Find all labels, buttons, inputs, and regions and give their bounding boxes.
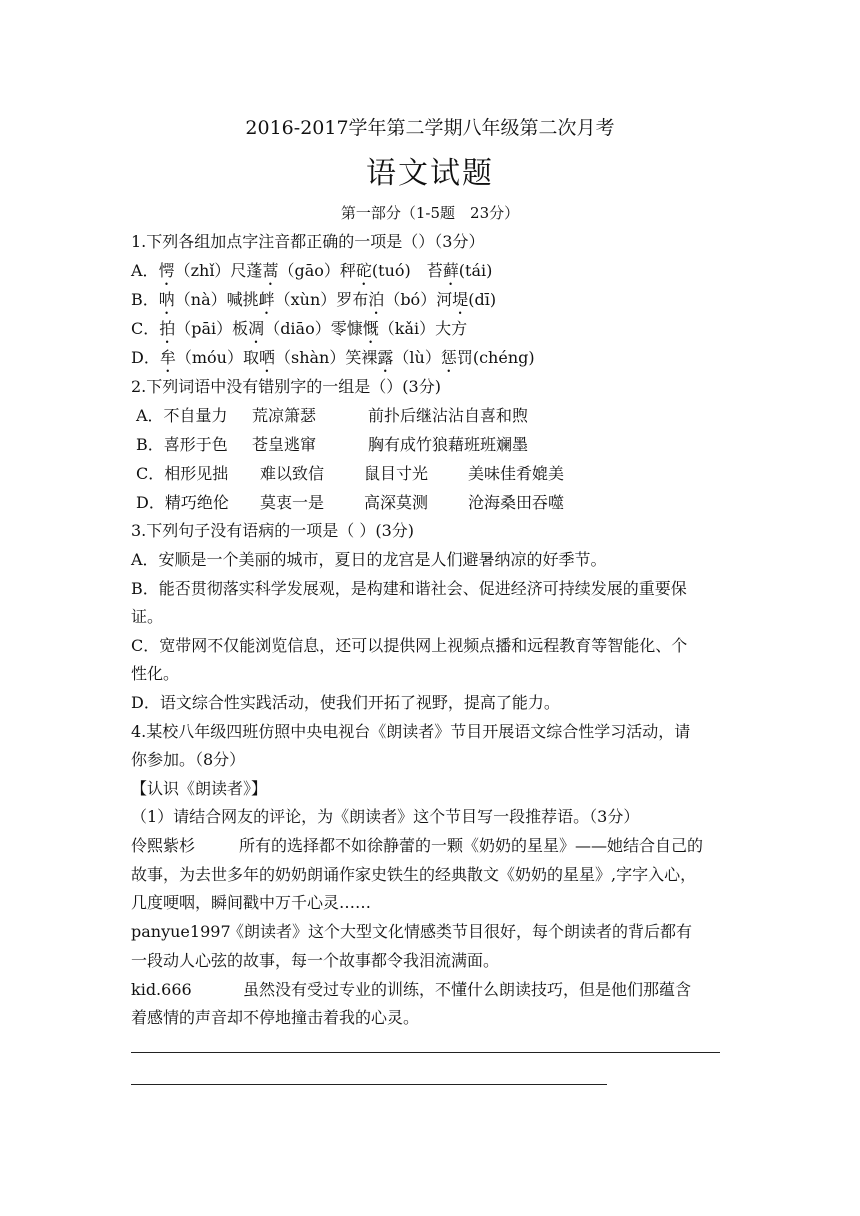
q3-stem: 3.下列句子没有语病的一项是（ ）(3分) xyxy=(131,521,415,540)
q3-option-a: A．安顺是一个美丽的城市，夏日的龙宫是人们避暑纳凉的好季节。 xyxy=(131,550,607,569)
dotted-char: 慨 xyxy=(362,319,379,338)
q2-option-d: D．精巧绝伦 莫衷一是 高深莫测 沧海桑田吞噬 xyxy=(136,493,565,512)
q1-option-c: C．拍（pāi）板凋（diāo）零慷慨（kǎi）大方 xyxy=(131,319,468,338)
q1-option-b: B．呐（nà）喊挑衅（xùn）罗布泊（bó）河堤(dī) xyxy=(131,290,497,309)
q2-stem: 2.下列词语中没有错别字的一组是（）(3分) xyxy=(131,377,441,396)
q2-option-c: C．相形见拙 难以致信 鼠目寸光 美味佳肴媲美 xyxy=(136,464,565,483)
exam-title: 2016-2017学年第二学期八年级第二次月考 xyxy=(245,117,615,139)
dotted-char: 堤 xyxy=(452,290,469,309)
dotted-char: 哂 xyxy=(258,348,275,367)
dotted-char: 愕 xyxy=(158,261,175,280)
q3-option-b: B．能否贯彻落实科学发展观，是构建和谐社会、促进经济可持续发展的重要保 xyxy=(131,579,687,598)
q1-stem: 1.下列各组加点字注音都正确的一项是（）（3分） xyxy=(131,232,485,251)
q3-option-c-cont: 性化。 xyxy=(131,664,180,683)
q3-option-b-cont: 证。 xyxy=(131,607,164,626)
q4-stem-cont: 你参加。（8分） xyxy=(131,750,246,769)
comment-user: panyue1997 xyxy=(131,922,231,941)
answer-line-1[interactable] xyxy=(131,1052,720,1053)
part-label: 第一部分（1-5题 23分） xyxy=(340,204,520,222)
comment-1: 伶熙紫杉 所有的选择都不如徐静蕾的一颗《奶奶的星星》——她结合自己的 xyxy=(131,836,704,855)
q3-option-c: C．宽带网不仅能浏览信息，还可以提供网上视频点播和远程教育等智能化、个 xyxy=(131,636,688,655)
dotted-char: 泊 xyxy=(368,290,385,309)
dotted-char: 蒿 xyxy=(262,261,279,280)
dotted-char: 砣 xyxy=(355,261,372,280)
comment-3: kid.666 虽然没有受过专业的训练，不懂什么朗读技巧，但是他们那蕴含 xyxy=(131,980,692,999)
q1-option-a: A．愕（zhǐ）尺蓬蒿（gāo）秤砣(tuó) 苔藓(tái) xyxy=(131,261,493,280)
dotted-char: 呐 xyxy=(158,290,175,309)
dotted-char: 拍 xyxy=(159,319,176,338)
dotted-char: 露 xyxy=(377,348,394,367)
comment-1-line2: 故事，为去世多年的奶奶朗诵作家史铁生的经典散文《奶奶的星星》,字字入心， xyxy=(131,865,697,884)
q3-option-d: D．语文综合性实践活动，使我们开拓了视野，提高了能力。 xyxy=(131,693,560,712)
q2-option-a: A．不自量力 荒凉箫瑟 前扑后继沾沾自喜和煦 xyxy=(136,406,529,425)
dotted-char: 衅 xyxy=(258,290,275,309)
comment-1-line3: 几度哽咽，瞬间戳中万千心灵…… xyxy=(131,893,372,912)
q1-option-d: D．牟（móu）取哂（shàn）笑裸露（lù）惩罚(chéng) xyxy=(131,348,535,367)
q4-stem: 4.某校八年级四班仿照中央电视台《朗读者》节目开展语文综合性学习活动，请 xyxy=(131,722,691,741)
comment-2: panyue1997《朗读者》这个大型文化情感类节目很好，每个朗读者的背后都有 xyxy=(131,922,693,941)
comment-user: 伶熙紫杉 xyxy=(131,836,196,855)
dotted-char: 藓 xyxy=(442,261,459,280)
dotted-char: 凋 xyxy=(248,319,265,338)
dotted-char: 惩 xyxy=(440,348,457,367)
q4-subquestion-1: （1）请结合网友的评论，为《朗读者》这个节目写一段推荐语。（3分） xyxy=(131,807,640,826)
q2-option-b: B．喜形于色 苍皇逃窜 胸有成竹狼藉班班斓墨 xyxy=(136,435,529,454)
dotted-char: 牟 xyxy=(159,348,176,367)
comment-3-line2: 着感情的声音却不停地撞击着我的心灵。 xyxy=(131,1008,420,1027)
answer-line-2[interactable] xyxy=(131,1084,607,1085)
comment-user: kid.666 xyxy=(131,980,192,999)
q4-section-heading: 【认识《朗读者》】 xyxy=(131,779,268,798)
subject-title: 语文试题 xyxy=(366,156,494,191)
comment-2-line2: 一段动人心弦的故事，每一个故事都令我泪流满面。 xyxy=(131,951,500,970)
